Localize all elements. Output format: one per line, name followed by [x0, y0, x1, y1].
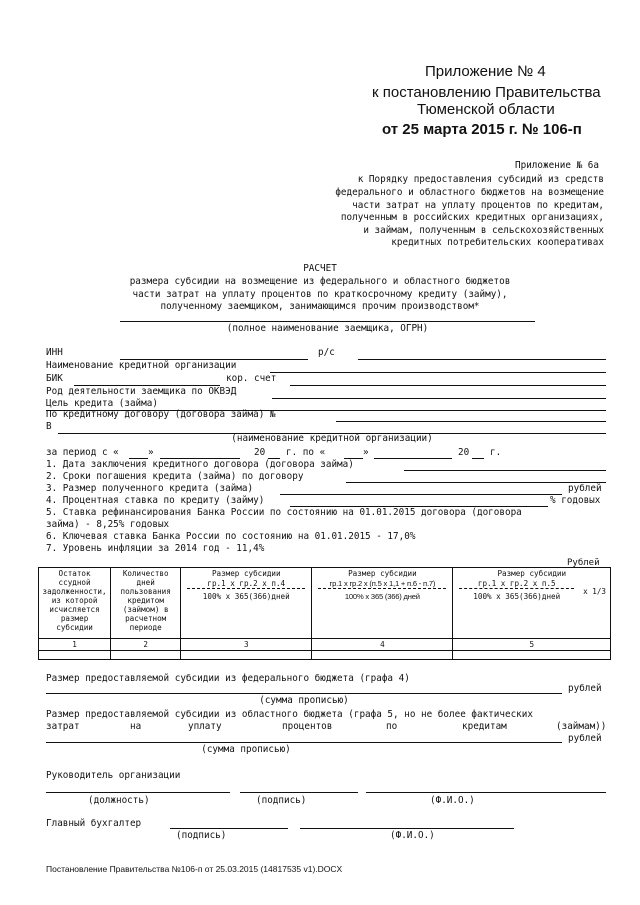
okved-label: Род деятельности заемщика по ОКВЭД: [46, 386, 237, 397]
accountant-fio-caption: (Ф.И.О.): [390, 830, 435, 841]
table-cell[interactable]: [111, 651, 181, 660]
table-cell[interactable]: [312, 651, 453, 660]
period-from-year20: 20: [254, 447, 266, 458]
bik-label: БИК: [46, 373, 63, 384]
reg-text-1: Размер предоставляемой субсидии из областного бюджета (графа 5, но не более фактических: [46, 709, 533, 720]
accountant-signature-caption: (подпись): [176, 830, 227, 841]
col-3-header: Размер субсидии гр.1 x гр.2 x п.4 100% x 365(366)дней: [181, 568, 312, 639]
item-3-unit: рублей: [568, 483, 602, 494]
fed-text: Размер предоставляемой субсидии из федерального бюджета (графа 4): [46, 673, 410, 684]
col-4-numerator: гр.1 x гр.2 x (п.5 x 1,1 + п.6 - п.7): [318, 579, 446, 589]
borrower-caption: (полное наименование заемщика, ОГРН): [226, 323, 429, 334]
appendix-line: к Порядку предоставления субсидий из средств: [357, 174, 604, 185]
head-signature-field[interactable]: [240, 792, 358, 793]
attachment-line-4: от 25 марта 2015 г. № 106-п: [382, 121, 582, 138]
purpose-label: Цель кредита (займа): [46, 398, 158, 409]
kor-label: кор. счет: [226, 373, 277, 384]
period-to-month[interactable]: [374, 458, 452, 459]
col-5-numerator: гр.1 x гр.2 x п.5: [459, 579, 574, 589]
table-cell[interactable]: [453, 651, 611, 660]
kor-field[interactable]: [290, 385, 606, 386]
item-4-unit: % годовых: [550, 495, 601, 506]
item-3-field[interactable]: [280, 494, 562, 495]
reg-w5: по: [386, 721, 398, 732]
reg-w4: процентов: [282, 721, 333, 732]
subsidy-table: [38, 567, 611, 660]
reg-sum-field[interactable]: [46, 742, 562, 743]
item-1: 1. Дата заключения кредитного договора (договора займа): [46, 459, 354, 470]
col-num: 1: [39, 639, 111, 651]
col-5-tail: x 1/3: [583, 587, 606, 596]
col-1-header: Остаток ссудной задолженности, из которой исчисляется размер субсидии: [39, 568, 111, 639]
appendix-line: и займам, полученным в сельскохозяйственных: [363, 225, 604, 236]
rs-field[interactable]: [358, 359, 606, 360]
period-to-label: г. по «: [286, 447, 326, 458]
item-1-field[interactable]: [404, 470, 606, 471]
col-num: 4: [312, 639, 453, 651]
calc-line: части затрат на уплату процентов по краткосрочному кредиту (займу),: [132, 289, 508, 300]
period-to-year[interactable]: [472, 458, 484, 459]
borrower-line[interactable]: [120, 321, 535, 322]
col-3-numerator: гр.1 x гр.2 x п.4: [187, 579, 305, 589]
reg-w2: на: [130, 721, 142, 732]
rs-label: р/с: [318, 347, 335, 358]
table-cell[interactable]: [181, 651, 312, 660]
accountant-fio-field[interactable]: [300, 828, 514, 829]
in-label: В: [46, 421, 52, 432]
attachment-line-2: к постановлению Правительства: [372, 84, 601, 101]
credit-org-field[interactable]: [270, 372, 606, 373]
item-6: 6. Ключевая ставка Банка России по состоянию на 01.01.2015 - 17,0%: [46, 531, 416, 542]
okved-field[interactable]: [272, 398, 606, 399]
attachment-line-1: Приложение № 4: [425, 63, 546, 80]
table-row: [39, 651, 611, 660]
item-2: 2. Сроки погашения кредита (займа) по договору: [46, 471, 304, 482]
col-4-denominator: 100% x 365 (366) дней: [344, 592, 420, 601]
appendix-line: федерального и областного бюджетов на возмещение: [335, 187, 604, 198]
col-num: 5: [453, 639, 611, 651]
item-2-field[interactable]: [346, 482, 606, 483]
appendix-line: кредитных потребительских кооперативах: [391, 237, 604, 248]
credit-org-label: Наименование кредитной организации: [46, 360, 237, 371]
period-year-end: г.: [490, 447, 502, 458]
position-caption: (должность): [88, 795, 150, 806]
col-5-header: Размер субсидии гр.1 x гр.2 x п.5 100% x 365(366)дней x 1/3: [453, 568, 611, 639]
reg-rub: рублей: [568, 733, 602, 744]
item-5a: 5. Ставка рефинансирования Банка России по состоянию на 01.01.2015 договора (договора: [46, 507, 522, 518]
period-to-close: »: [363, 447, 369, 458]
fed-sum-field[interactable]: [46, 693, 562, 694]
attachment-line-3: Тюменской области: [417, 101, 555, 118]
col-5-denominator: 100% x 365(366)дней: [473, 592, 561, 601]
col-2-header: Количество дней пользования кредитом (займом) в расчетном периоде: [111, 568, 181, 639]
accountant-label: Главный бухгалтер: [46, 818, 142, 829]
appendix-title: Приложение № 6а: [515, 160, 599, 171]
appendix-line: части затрат на уплату процентов по кредитам,: [352, 200, 604, 211]
contract-field[interactable]: [336, 421, 606, 422]
reg-w1: затрат: [46, 721, 80, 732]
credit-org-caption: (наименование кредитной организации): [231, 433, 433, 444]
fed-rub: рублей: [568, 683, 602, 694]
position-field[interactable]: [46, 792, 230, 793]
head-label: Руководитель организации: [46, 770, 181, 781]
period-from-close: »: [148, 447, 154, 458]
col-num: 2: [111, 639, 181, 651]
head-fio-caption: (Ф.И.О.): [430, 795, 475, 806]
col-num: 3: [181, 639, 312, 651]
item-7: 7. Уровень инфляции за 2014 год - 11,4%: [46, 543, 265, 554]
inn-label: ИНН: [46, 347, 63, 358]
table-unit: Рублей: [567, 558, 600, 568]
calc-line: полученному заемщиком, занимающимся прочим производством*: [160, 301, 480, 312]
col-4-header: Размер субсидии гр.1 x гр.2 x (п.5 x 1,1 + п.6 - п.7) 100% x 365 (366) дней: [312, 568, 453, 639]
reg-sum-caption: (сумма прописью): [201, 744, 291, 755]
item-3: 3. Размер полученного кредита (займа): [46, 483, 254, 494]
head-signature-caption: (подпись): [256, 795, 307, 806]
table-header-row: [39, 568, 611, 639]
doc-reference: Постановление Правительства №106-п от 25.03.2015 (14817535 v1).DOCX: [46, 864, 343, 874]
calc-title: РАСЧЕТ: [303, 263, 337, 274]
period-to-year20: 20: [458, 447, 470, 458]
reg-w6: кредитам: [462, 721, 507, 732]
table-number-row: [39, 639, 611, 651]
table-cell[interactable]: [39, 651, 111, 660]
reg-w7: (займам)): [556, 721, 607, 732]
item-5b: займа) - 8,25% годовых: [46, 519, 170, 530]
head-fio-field[interactable]: [366, 792, 606, 793]
calc-line: размера субсидии на возмещение из федерального и областного бюджетов: [129, 276, 511, 287]
col-3-denominator: 100% x 365(366)дней: [202, 592, 290, 601]
appendix-line: полученным в российских кредитных организациях,: [340, 212, 604, 223]
fed-sum-caption: (сумма прописью): [259, 695, 349, 706]
item-4: 4. Процентная ставка по кредиту (займу): [46, 495, 265, 506]
period-from-label: за период с «: [46, 447, 119, 458]
accountant-signature-field[interactable]: [170, 828, 288, 829]
reg-w3: уплату: [188, 721, 222, 732]
contract-label: По кредитному договору (договора займа) №: [46, 409, 276, 420]
